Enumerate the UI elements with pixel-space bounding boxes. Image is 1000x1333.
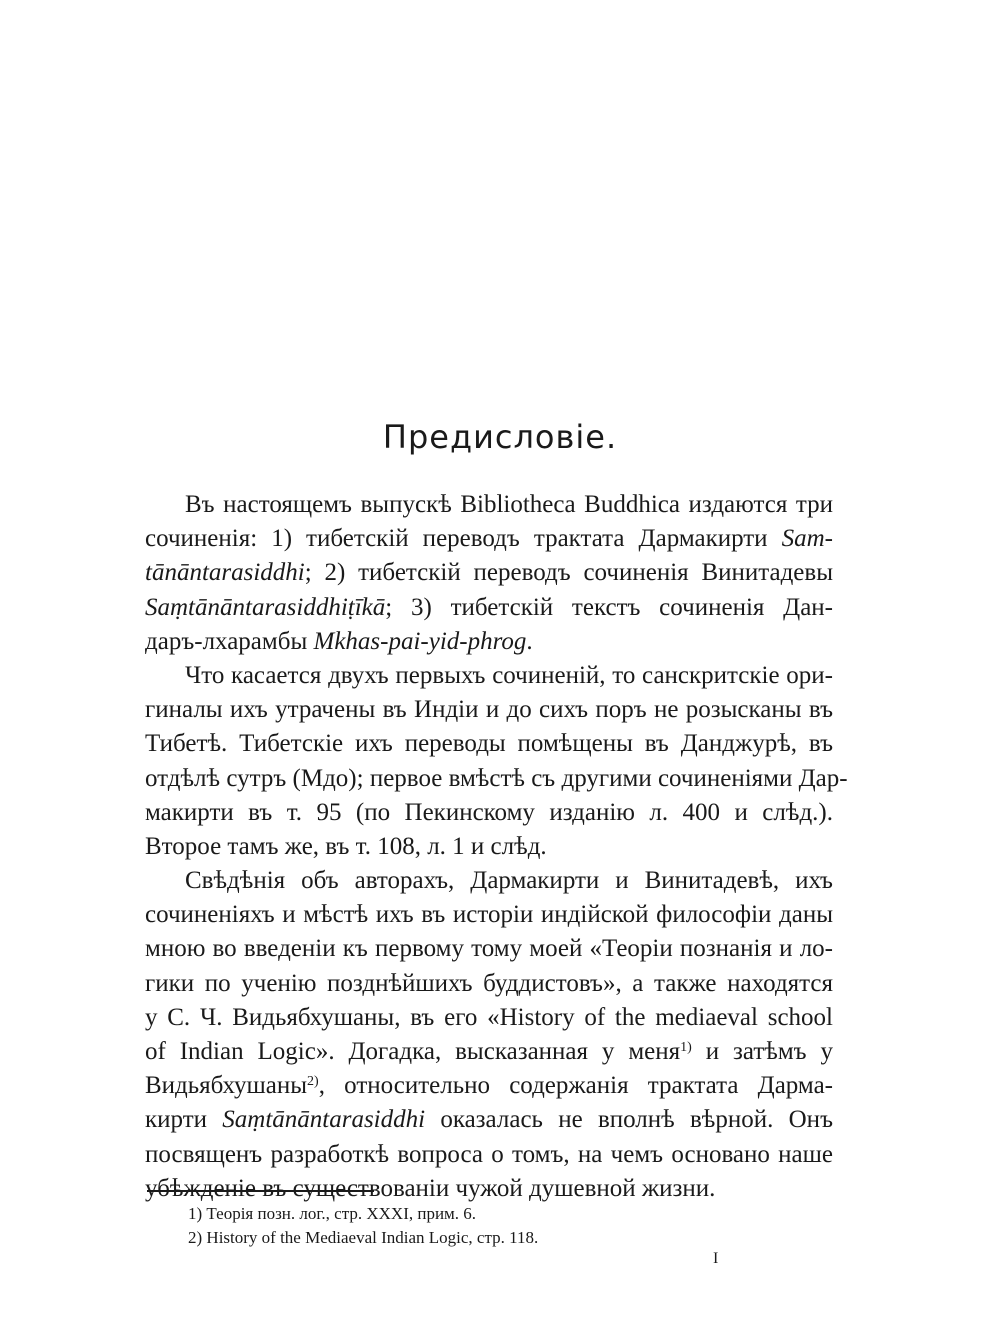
text-line: tānāntarasiddhi; 2) тибетскій переводъ сочиненія Винитадевы [145,559,833,587]
text-line: у С. Ч. Видьябхушаны, въ его «History of the mediaeval school [145,1003,833,1031]
text-line: отдѣлѣ сутръ (Мдо); первое вмѣстѣ съ другими сочиненіями Дар- [145,764,848,792]
body-text [145,488,848,1206]
footnote-divider [147,1190,374,1192]
footnotes [188,1202,788,1250]
text-line: Что касается двухъ первыхъ сочиненій, то санскритскіе ори- [185,661,833,689]
page-title: Предисловіе. [382,418,618,456]
text-line: Свѣдѣнія объ авторахъ, Дармакирти и Винитадевѣ, ихъ [185,867,833,895]
text-line: Въ настоящемъ выпускѣ Bibliotheca Buddhica издаются три [185,491,833,518]
text-line: сочиненія: 1) тибетскій переводъ трактата Дармакирти Sam- [145,525,833,553]
footnote-ref-2: 2) [307,1074,319,1090]
text-line: Второе тамъ же, въ т. 108, л. 1 и слѣд. [145,832,547,860]
text-line: Тибетѣ. Тибетскіе ихъ переводы помѣщены въ Данджурѣ, въ [145,730,833,758]
text-line: of Indian Logic». Догадка, высказанная у меня$^{1)}$ и затѣмъ у [145,1038,833,1065]
text-line: гиналы ихъ утрачены въ Индіи и до сихъ поръ не розысканы въ [145,696,833,724]
text-line: убѣжденіе въ существованіи чужой душевной жизни. [145,1174,716,1202]
text-line: кирти Saṃtānāntarasiddhi оказалась не вполнѣ вѣрной. Онъ [145,1106,833,1134]
text-line: мною во введеніи къ первому тому моей «Теоріи познанія и ло- [145,935,833,963]
page-number: I [713,1250,719,1267]
text-line: даръ-лхарамбы Mkhas-pai-yid-phrog. [145,627,533,655]
text-line: Видьябхушаны$^{2)}$, относительно содержанія трактата Дарма- [145,1072,833,1100]
text-line: Saṃtānāntarasiddhiṭīkā; 3) тибетскій текстъ сочиненія Дан- [145,593,833,621]
footnote-2: 2) History of the Mediaeval Indian Logic, стр. 118. [188,1228,539,1247]
text-line: сочиненіяхъ и мѣстѣ ихъ въ исторіи индійской философіи даны [145,901,833,929]
text-line: гики по ученію позднѣйшихъ буддистовъ», а также находятся [145,969,833,997]
footnote-ref-1: 1) [680,1040,692,1055]
text-line: посвященъ разработкѣ вопроса о томъ, на чемъ основано наше [145,1140,833,1168]
text-line: макирти въ т. 95 (по Пекинскому изданію л. 400 и слѣд.). [145,798,833,826]
footnote-1: 1) Теорія позн. лог., стр. XXXI, прим. 6. [188,1204,477,1223]
